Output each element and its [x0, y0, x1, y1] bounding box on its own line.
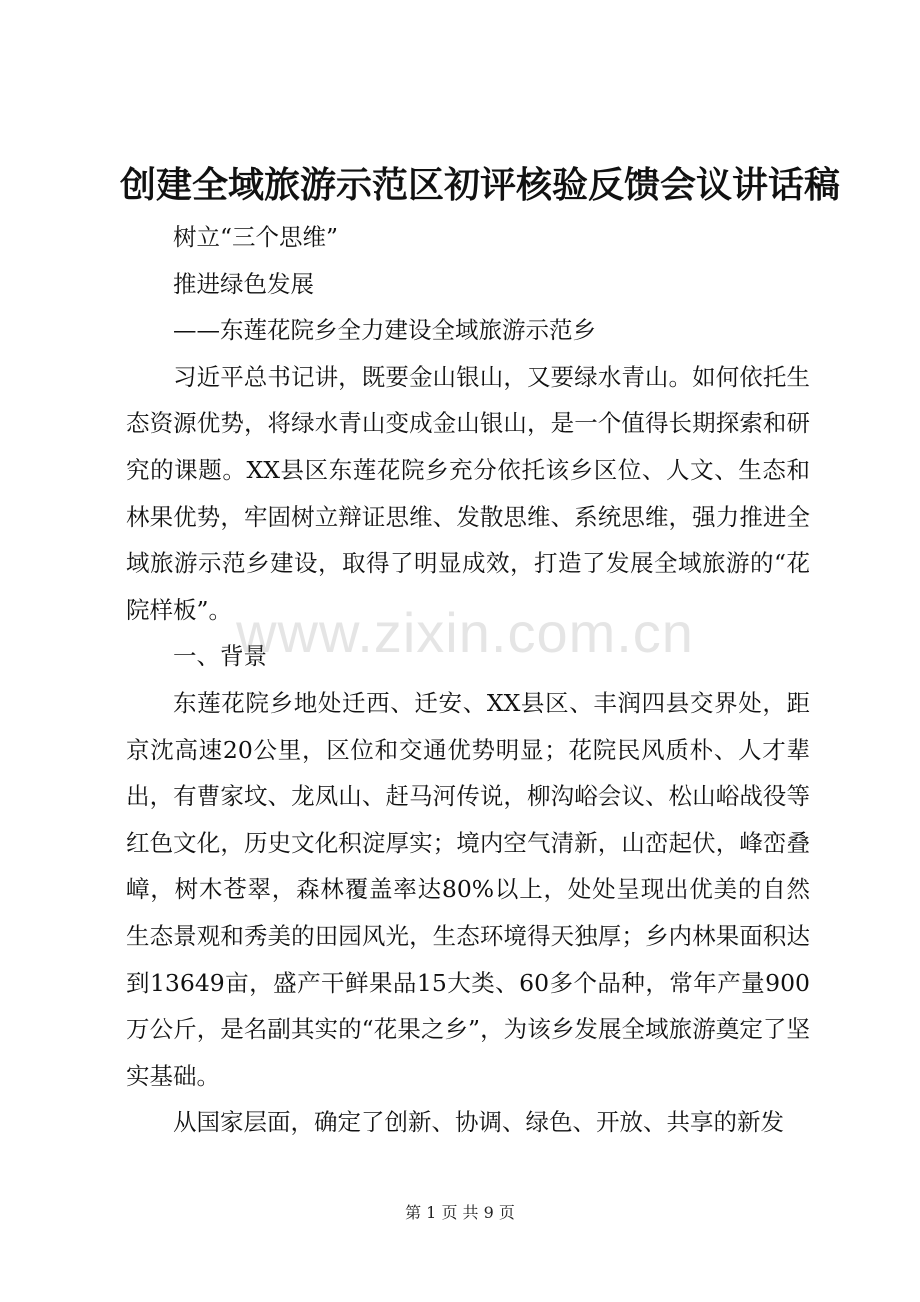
document-body	[126, 214, 810, 1146]
document-title: 创建全域旅游示范区初评核验反馈会议讲话稿	[120, 164, 841, 206]
page-footer: 第 1 页 共 9 页	[405, 1203, 515, 1222]
subtitle-line-2: 推进绿色发展	[173, 269, 314, 298]
intro-paragraph: 习近平总书记讲，既要金山银山，又要绿水青山。如何依托生态资源优势，将绿水青山变成金山银山，是一个值得长期探索和研究的课题。XX县区东莲花院乡充分依托该乡区位、人文、生态和林果优势，牢固树立辩证思维、发散思维、系统思维，强力推进全域旅游示范乡建设，取得了明显成效，打造了发展全域旅游的“花院样板”。	[126, 362, 810, 624]
subtitle-line-3: ——东莲花院乡全力建设全域旅游示范乡	[173, 316, 596, 345]
section-heading: 一、背景	[173, 642, 267, 671]
watermark: www.zixin.com.cn	[236, 601, 694, 664]
subtitle-line-1: 树立“三个思维”	[173, 223, 339, 251]
national-level-paragraph: 从国家层面，确定了创新、协调、绿色、开放、共享的新发	[173, 1108, 784, 1137]
background-paragraph: 东莲花院乡地处迁西、迁安、XX县区、丰润四县交界处，距京沈高速20公里，区位和交通优势明显；花院民风质朴、人才辈出，有曹家坟、龙凤山、赶马河传说，柳沟峪会议、松山峪战役等红色文化，历史文化积淀厚实；境内空气清新，山峦起伏，峰峦叠嶂，树木苍翠，森林覆盖率达80%以上，处处呈现出优美的自然生态景观和秀美的田园风光，生态环境得天独厚；乡内林果面积达到13649亩，盛产干鲜果品15大类、60多个品种，常年产量900万公斤，是名副其实的“花果之乡”，为该乡发展全域旅游奠定了坚实基础。	[126, 688, 810, 1090]
